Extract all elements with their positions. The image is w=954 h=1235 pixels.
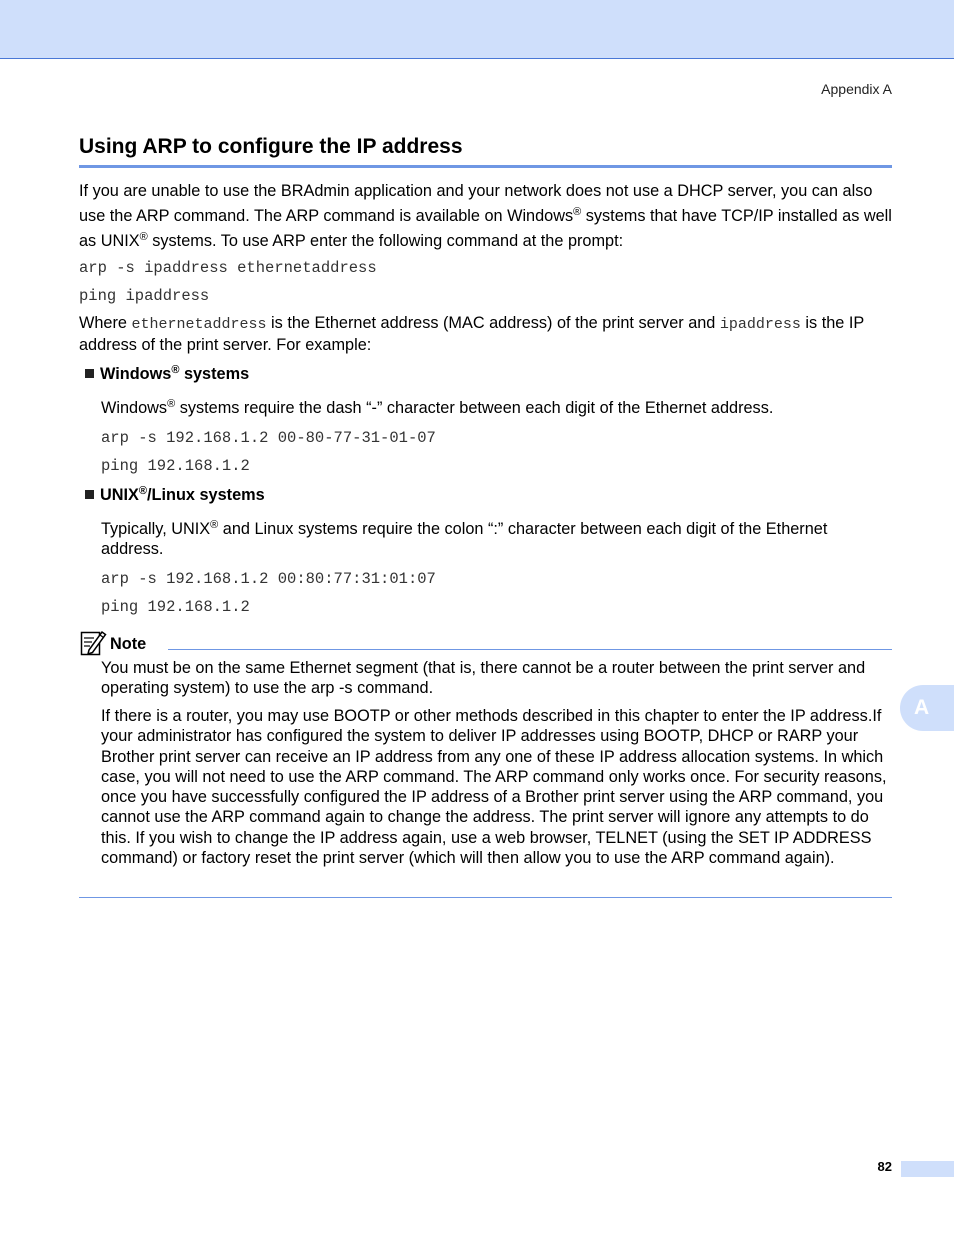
registered-mark: ®: [171, 364, 180, 376]
note-paragraph-1: You must be on the same Ethernet segment (that is, there cannot be a router between the print server and operating system) to use the arp -s command.: [101, 659, 866, 698]
where-text-1: Where: [79, 314, 132, 332]
code-line-arp-unix: arp -s 192.168.1.2 00:80:77:31:01:07: [101, 570, 436, 588]
code-line-ping-generic: ping ipaddress: [79, 287, 210, 305]
windows-heading-text: Windows: [100, 365, 172, 383]
bullet-square-icon: [85, 490, 94, 499]
intro-text-3: systems. To use ARP enter the following command at the prompt:: [147, 232, 624, 250]
unix-heading: [85, 486, 265, 505]
registered-mark: ®: [210, 519, 219, 531]
inline-code-ipaddress: ipaddress: [719, 316, 801, 333]
where-paragraph: [79, 313, 892, 356]
registered-mark: ®: [139, 231, 148, 243]
registered-mark: ®: [138, 485, 148, 497]
page-number: 82: [877, 1159, 892, 1174]
windows-heading: [85, 365, 249, 384]
bullet-square-icon: [85, 369, 94, 378]
appendix-label: Appendix A: [821, 81, 892, 97]
page-number-tab: [901, 1161, 954, 1177]
code-line-ping-unix: ping 192.168.1.2: [101, 598, 250, 616]
where-text-3: is the IP address of the print server. For example:: [79, 314, 864, 355]
section-end-rule: [79, 897, 892, 898]
windows-desc-text-2: systems require the dash “-” character between each digit of the Ethernet address.: [175, 399, 774, 417]
code-line-arp-windows: arp -s 192.168.1.2 00-80-77-31-01-07: [101, 429, 436, 447]
unix-heading-text: UNIX: [100, 486, 139, 504]
intro-text-1: If you are unable to use the BRAdmin application and your network does not use a DHCP server, you can also use the ARP command. The ARP command is available on Windows: [79, 182, 873, 225]
intro-text-2: systems that have TCP/IP installed as well as UNIX: [79, 207, 892, 250]
code-line-ping-windows: ping 192.168.1.2: [101, 457, 250, 475]
windows-desc-text-1: Windows: [101, 399, 168, 417]
header-band: [0, 0, 954, 59]
section-title: Using ARP to configure the IP address: [79, 135, 463, 158]
inline-code-ethernetaddress: ethernetaddress: [131, 316, 267, 333]
side-tab-letter: A: [914, 696, 930, 719]
note-pencil-icon: [80, 629, 107, 656]
where-text-2: is the Ethernet address (MAC address) of the print server and: [266, 314, 720, 332]
registered-mark: ®: [167, 398, 176, 410]
unix-desc-text-1: Typically, UNIX: [101, 520, 211, 538]
unix-desc-text-2: and Linux systems require the colon “:” character between each digit of the Ethernet address.: [101, 520, 828, 559]
note-label: Note: [110, 635, 147, 653]
intro-paragraph: [79, 179, 892, 254]
unix-description: [101, 519, 892, 560]
registered-mark: ®: [573, 206, 582, 218]
title-rule: [79, 165, 892, 168]
appendix-side-tab: [900, 685, 954, 731]
code-line-arp-generic: arp -s ipaddress ethernetaddress: [79, 259, 377, 277]
note-rule: [168, 649, 892, 650]
windows-heading-suffix: systems: [179, 365, 250, 383]
unix-heading-suffix: /Linux systems: [147, 486, 265, 504]
note-paragraph-2: If there is a router, you may use BOOTP or other methods described in this chapter to enter the IP address.If your administrator has configured the system to deliver IP addresses using BOOTP, DHCP or RARP your Brother print server can receive an IP address from any one of these IP address allocation systems. In which case, you will not need to use the ARP command. The ARP command only works once. For security reasons, once you have successfully configured the IP address of a Brother print server using the ARP command, you cannot use the ARP command again to change the address. The print server will ignore any attempts to do this. If you wish to change the IP address again, use a web browser, TELNET (using the SET IP ADDRESS command) or factory reset the print server (which will then allow you to use the ARP command again).: [101, 707, 887, 868]
windows-description: [101, 398, 892, 418]
